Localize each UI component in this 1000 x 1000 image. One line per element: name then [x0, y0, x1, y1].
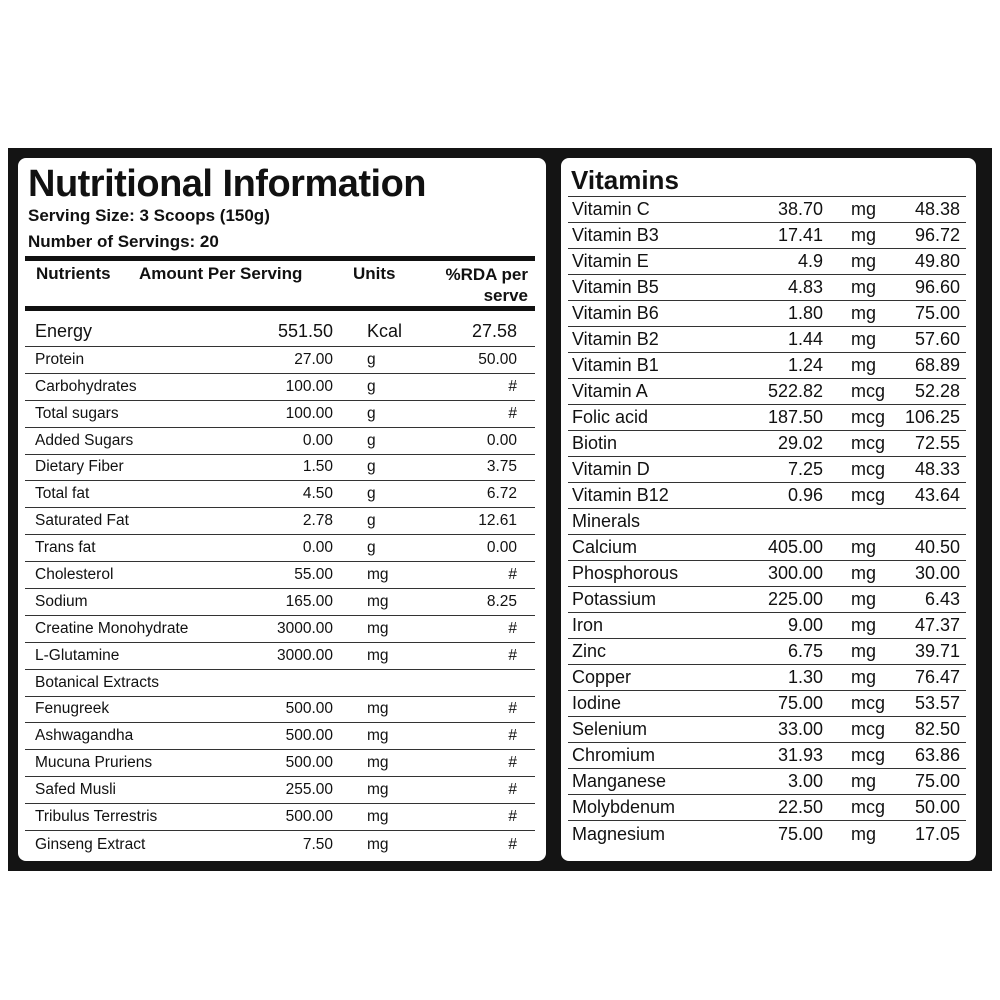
unit-value: Kcal — [367, 321, 403, 341]
amount-value: 0.00 — [302, 431, 333, 449]
nutrient-name: Safed Musli — [35, 781, 116, 799]
rda-value: 63.86 — [914, 745, 960, 765]
unit-value: mg — [851, 641, 877, 661]
nutrition-panel — [18, 158, 546, 861]
column-header-amount: Amount Per Serving — [139, 264, 303, 283]
rda-value: 68.89 — [914, 355, 960, 375]
unit-value: g — [367, 404, 376, 422]
nutrient-table — [25, 315, 535, 858]
amount-value: 500.00 — [285, 727, 333, 745]
rda-value: 57.60 — [914, 329, 960, 349]
nutrient-name: Vitamin B1 — [572, 355, 659, 375]
rda-value: # — [508, 619, 517, 637]
unit-value: mg — [851, 277, 877, 297]
unit-value: g — [367, 485, 376, 503]
unit-value: mg — [851, 303, 877, 323]
nutrient-name: Iron — [572, 615, 604, 635]
amount-value: 1.24 — [787, 355, 823, 375]
table-row — [568, 197, 966, 223]
unit-value: g — [367, 539, 376, 557]
table-row — [568, 275, 966, 301]
unit-value: mg — [851, 667, 877, 687]
rda-value: # — [508, 566, 517, 584]
nutrient-name: Saturated Fat — [35, 512, 129, 530]
table-row — [568, 691, 966, 717]
table-row — [568, 769, 966, 795]
amount-value: 1.50 — [302, 458, 333, 476]
table-row — [25, 723, 535, 750]
nutrient-name: Fenugreek — [35, 700, 110, 718]
rda-value: 17.05 — [914, 824, 960, 844]
nutrient-name: Sodium — [35, 592, 88, 610]
table-row — [25, 643, 535, 670]
amount-value: 4.50 — [302, 485, 333, 503]
rda-value: 40.50 — [914, 537, 960, 557]
table-row — [568, 301, 966, 327]
amount-value: 500.00 — [285, 808, 333, 826]
amount-value: 7.25 — [787, 459, 823, 479]
amount-value: 0.00 — [302, 539, 333, 557]
nutrient-name: Creatine Monohydrate — [35, 619, 189, 637]
amount-value: 29.02 — [777, 433, 823, 453]
nutrient-name: Botanical Extracts — [35, 673, 160, 691]
unit-value: mg — [367, 754, 389, 772]
rda-value: 12.61 — [478, 512, 517, 530]
nutrient-name: Trans fat — [35, 539, 96, 557]
table-row — [25, 670, 535, 697]
vitamin-table — [568, 196, 966, 847]
table-row — [25, 535, 535, 562]
amount-value: 187.50 — [767, 407, 823, 427]
nutrient-name: Vitamin D — [572, 459, 650, 479]
table-row — [25, 750, 535, 777]
amount-value: 9.00 — [787, 615, 823, 635]
unit-value: mg — [851, 537, 877, 557]
table-row — [568, 249, 966, 275]
amount-value: 3000.00 — [276, 646, 333, 664]
nutrient-name: L-Glutamine — [35, 646, 120, 664]
unit-value: mg — [367, 727, 389, 745]
unit-value: mg — [851, 615, 877, 635]
rda-value: 53.57 — [914, 693, 960, 713]
column-header-nutrients: Nutrients — [36, 264, 111, 283]
table-row — [568, 795, 966, 821]
rda-value: 43.64 — [914, 485, 960, 505]
table-row — [568, 457, 966, 483]
unit-value: mg — [367, 835, 389, 853]
table-row — [25, 562, 535, 589]
amount-value: 522.82 — [767, 381, 823, 401]
rda-value: 106.25 — [904, 407, 960, 427]
amount-value: 100.00 — [285, 404, 333, 422]
unit-value: mcg — [851, 797, 886, 817]
nutrient-name: Dietary Fiber — [35, 458, 124, 476]
table-row — [568, 431, 966, 457]
table-row — [25, 455, 535, 482]
nutrient-name: Selenium — [572, 719, 648, 739]
unit-value: mg — [851, 589, 877, 609]
amount-value: 7.50 — [302, 835, 333, 853]
rda-value: 75.00 — [914, 771, 960, 791]
nutrient-name: Vitamin B12 — [572, 485, 669, 505]
rda-value: # — [508, 404, 517, 422]
unit-value: mg — [851, 771, 877, 791]
nutrient-name: Added Sugars — [35, 431, 134, 449]
nutrient-name: Vitamin B3 — [572, 225, 659, 245]
nutrient-name: Total fat — [35, 485, 90, 503]
rda-value: # — [508, 377, 517, 395]
amount-value: 1.80 — [787, 303, 823, 323]
amount-value: 31.93 — [777, 745, 823, 765]
amount-value: 3000.00 — [276, 619, 333, 637]
table-row — [568, 379, 966, 405]
rda-value: 48.33 — [914, 459, 960, 479]
table-row — [568, 509, 966, 535]
unit-value: mg — [851, 824, 877, 844]
column-header-rda — [446, 264, 529, 306]
amount-value: 165.00 — [285, 592, 333, 610]
nutrient-name: Manganese — [572, 771, 667, 791]
unit-value: mcg — [851, 745, 886, 765]
rda-value: # — [508, 754, 517, 772]
vitamins-panel — [561, 158, 976, 861]
rda-value: 39.71 — [914, 641, 960, 661]
page-title: Nutritional Information — [28, 163, 427, 205]
rda-value: 82.50 — [914, 719, 960, 739]
amount-value: 0.96 — [787, 485, 823, 505]
rda-value: # — [508, 835, 517, 853]
rda-value: 30.00 — [914, 563, 960, 583]
amount-value: 551.50 — [277, 321, 333, 341]
nutrient-name: Ginseng Extract — [35, 835, 146, 853]
unit-value: mg — [367, 700, 389, 718]
rda-value: # — [508, 646, 517, 664]
unit-value: mg — [851, 199, 877, 219]
unit-value: mg — [367, 566, 389, 584]
amount-value: 75.00 — [777, 824, 823, 844]
nutrient-name: Vitamin E — [572, 251, 649, 271]
rda-value: 6.72 — [486, 485, 517, 503]
rda-value: 47.37 — [914, 615, 960, 635]
table-row — [25, 374, 535, 401]
amount-value: 4.9 — [797, 251, 823, 271]
unit-value: g — [367, 512, 376, 530]
nutrient-name: Total sugars — [35, 404, 119, 422]
nutrient-name: Vitamin A — [572, 381, 648, 401]
unit-value: mcg — [851, 433, 886, 453]
column-header-units: Units — [353, 264, 396, 283]
header-divider-bottom — [25, 306, 535, 311]
unit-value: mcg — [851, 459, 886, 479]
unit-value: mcg — [851, 407, 886, 427]
amount-value: 300.00 — [767, 563, 823, 583]
rda-value: 27.58 — [471, 321, 517, 341]
nutrient-name: Molybdenum — [572, 797, 676, 817]
table-row — [25, 347, 535, 374]
amount-value: 405.00 — [767, 537, 823, 557]
nutrient-name: Mucuna Pruriens — [35, 754, 153, 772]
table-row — [568, 223, 966, 249]
amount-value: 3.00 — [787, 771, 823, 791]
nutrient-name: Phosphorous — [572, 563, 679, 583]
nutrient-name: Magnesium — [572, 824, 666, 844]
unit-value: mg — [851, 225, 877, 245]
amount-value: 6.75 — [787, 641, 823, 661]
unit-value: mg — [367, 619, 389, 637]
nutrient-name: Iodine — [572, 693, 622, 713]
nutrient-name: Tribulus Terrestris — [35, 808, 158, 826]
rda-value: 96.72 — [914, 225, 960, 245]
rda-value: 50.00 — [914, 797, 960, 817]
table-row — [25, 804, 535, 831]
table-row — [568, 717, 966, 743]
unit-value: mg — [367, 646, 389, 664]
nutrient-name: Vitamin B5 — [572, 277, 659, 297]
rda-value: 6.43 — [924, 589, 960, 609]
rda-value: 76.47 — [914, 667, 960, 687]
rda-value: 0.00 — [486, 539, 517, 557]
table-row — [25, 777, 535, 804]
nutrient-name: Protein — [35, 350, 85, 368]
unit-value: mg — [367, 781, 389, 799]
unit-value: mcg — [851, 381, 886, 401]
table-row — [25, 508, 535, 535]
rda-value: # — [508, 700, 517, 718]
number-of-servings: Number of Servings: 20 — [28, 232, 219, 251]
table-row — [25, 428, 535, 455]
table-row — [568, 483, 966, 509]
nutrient-name: Biotin — [572, 433, 618, 453]
rda-value: # — [508, 781, 517, 799]
column-header-rda-line2: serve — [483, 286, 528, 305]
amount-value: 17.41 — [777, 225, 823, 245]
nutrient-name: Energy — [35, 321, 93, 341]
nutrient-name: Vitamin C — [572, 199, 650, 219]
unit-value: mg — [367, 592, 389, 610]
rda-value: 8.25 — [486, 592, 517, 610]
amount-value: 255.00 — [285, 781, 333, 799]
unit-value: g — [367, 377, 376, 395]
table-row — [568, 821, 966, 847]
rda-value: 75.00 — [914, 303, 960, 323]
table-row — [568, 587, 966, 613]
table-row — [25, 589, 535, 616]
table-row — [568, 353, 966, 379]
table-row — [568, 743, 966, 769]
nutrient-name: Copper — [572, 667, 632, 687]
amount-value: 75.00 — [777, 693, 823, 713]
rda-value: 72.55 — [914, 433, 960, 453]
unit-value: g — [367, 350, 376, 368]
amount-value: 2.78 — [302, 512, 333, 530]
unit-value: mcg — [851, 719, 886, 739]
nutrient-name: Folic acid — [572, 407, 649, 427]
rda-value: # — [508, 808, 517, 826]
rda-value: 48.38 — [914, 199, 960, 219]
nutrient-name: Zinc — [572, 641, 607, 661]
rda-value: 96.60 — [914, 277, 960, 297]
unit-value: mcg — [851, 693, 886, 713]
table-row — [25, 401, 535, 428]
nutrient-name: Chromium — [572, 745, 656, 765]
vitamins-title: Vitamins — [571, 165, 679, 195]
nutrient-name: Calcium — [572, 537, 638, 557]
table-row — [568, 327, 966, 353]
rda-value: # — [508, 727, 517, 745]
amount-value: 33.00 — [777, 719, 823, 739]
table-row — [25, 315, 535, 347]
header-divider-top — [25, 256, 535, 261]
unit-value: mg — [851, 355, 877, 375]
amount-value: 55.00 — [294, 566, 333, 584]
rda-value: 3.75 — [486, 458, 517, 476]
amount-value: 4.83 — [787, 277, 823, 297]
table-row — [568, 535, 966, 561]
table-row — [568, 639, 966, 665]
amount-value: 22.50 — [777, 797, 823, 817]
nutrient-name: Cholesterol — [35, 566, 114, 584]
column-header-rda-line1: %RDA per — [445, 265, 528, 284]
serving-size: Serving Size: 3 Scoops (150g) — [28, 206, 270, 225]
nutrient-name: Vitamin B6 — [572, 303, 659, 323]
table-row — [568, 665, 966, 691]
amount-value: 1.30 — [787, 667, 823, 687]
unit-value: mg — [851, 329, 877, 349]
amount-value: 27.00 — [294, 350, 333, 368]
table-row — [25, 831, 535, 858]
unit-value: g — [367, 431, 376, 449]
amount-value: 500.00 — [285, 754, 333, 772]
nutrient-name: Carbohydrates — [35, 377, 137, 395]
rda-value: 50.00 — [478, 350, 517, 368]
unit-value: g — [367, 458, 376, 476]
table-row — [568, 613, 966, 639]
nutrient-name: Vitamin B2 — [572, 329, 659, 349]
table-row — [568, 405, 966, 431]
amount-value: 38.70 — [777, 199, 823, 219]
rda-value: 52.28 — [914, 381, 960, 401]
unit-value: mg — [851, 251, 877, 271]
nutrient-name: Ashwagandha — [35, 727, 134, 745]
table-row — [568, 561, 966, 587]
nutrient-name: Potassium — [572, 589, 657, 609]
unit-value: mg — [851, 563, 877, 583]
table-row — [25, 481, 535, 508]
table-row — [25, 697, 535, 724]
table-row — [25, 616, 535, 643]
amount-value: 225.00 — [767, 589, 823, 609]
rda-value: 0.00 — [486, 431, 517, 449]
unit-value: mcg — [851, 485, 886, 505]
unit-value: mg — [367, 808, 389, 826]
rda-value: 49.80 — [914, 251, 960, 271]
amount-value: 100.00 — [285, 377, 333, 395]
amount-value: 500.00 — [285, 700, 333, 718]
amount-value: 1.44 — [787, 329, 823, 349]
nutrient-name: Minerals — [572, 511, 641, 531]
